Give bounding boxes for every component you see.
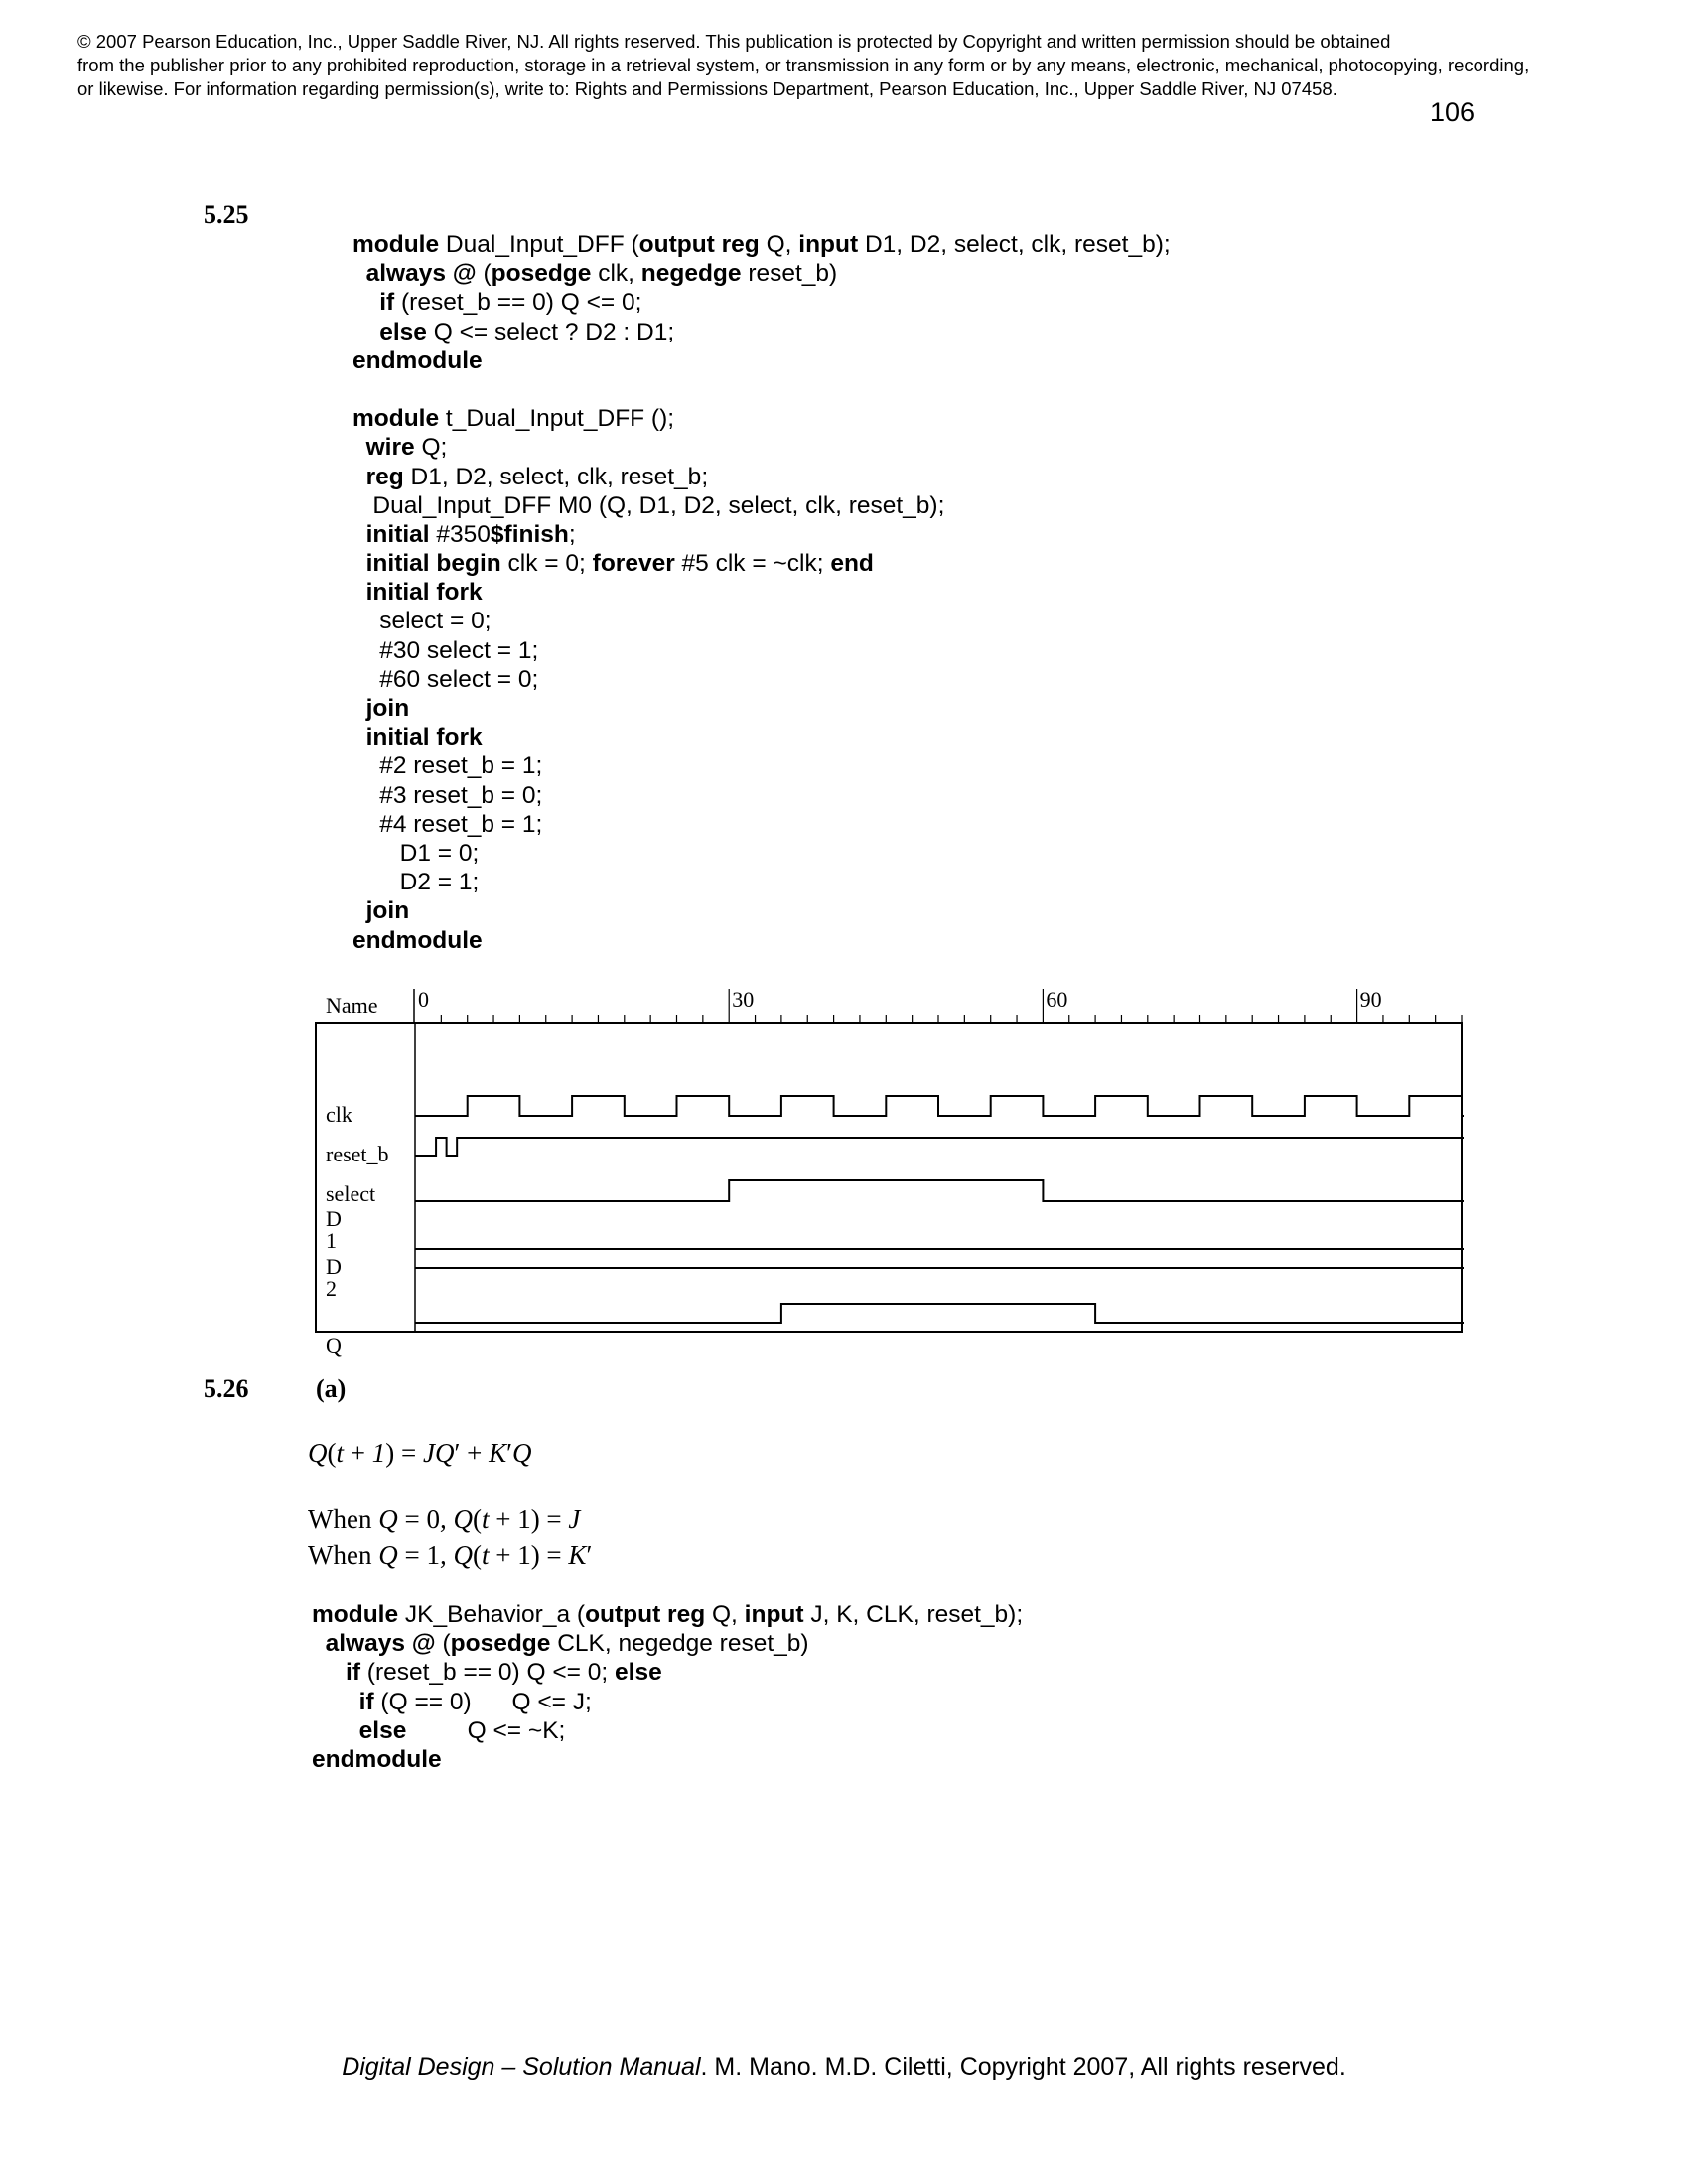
- code-line: [352, 375, 1171, 404]
- code-text: D1 = 0;: [352, 839, 480, 867]
- code-text: D1, D2, select, clk, reset_b);: [858, 231, 1171, 258]
- code-keyword: wire: [352, 434, 415, 462]
- code-line: [352, 549, 1171, 578]
- code-line: [352, 288, 1171, 317]
- code-text: #4 reset_b = 1;: [352, 810, 543, 838]
- code-line: [352, 607, 1171, 635]
- math-variable: , Q: [439, 1540, 473, 1570]
- code-line: [352, 578, 1171, 607]
- signal-label-d1: 1: [326, 1228, 337, 1253]
- code-text: select = 0;: [352, 608, 492, 635]
- code-line: [352, 230, 1171, 259]
- math-text: + 1) =: [489, 1540, 569, 1570]
- code-line: [352, 896, 1171, 925]
- code-keyword: module: [312, 1601, 399, 1628]
- code-text: #2 reset_b = 1;: [352, 752, 543, 780]
- math-text: = 0: [397, 1504, 440, 1534]
- time-tick-label: 0: [418, 987, 429, 1012]
- math-text: ) =: [385, 1438, 423, 1468]
- code-keyword: initial begin: [352, 550, 501, 578]
- code-text: D1, D2, select, clk, reset_b;: [403, 463, 709, 490]
- code-line: [312, 1600, 1023, 1629]
- code-line: [352, 781, 1171, 810]
- code-text: (: [476, 260, 492, 288]
- math-text: (: [327, 1438, 337, 1468]
- code-line: [352, 520, 1171, 549]
- code-keyword: initial fork: [352, 724, 483, 751]
- code-text: Q <= select ? D2 : D1;: [426, 318, 675, 345]
- page-footer: [0, 2053, 1688, 2082]
- math-variable: J: [568, 1504, 581, 1534]
- code-keyword: posedge: [491, 260, 592, 288]
- code-line: [312, 1629, 1023, 1658]
- code-keyword: input: [744, 1601, 804, 1628]
- code-line: [352, 839, 1171, 868]
- signal-label-d2: D: [326, 1254, 342, 1279]
- code-line: [352, 259, 1171, 288]
- signal-label-clk: clk: [326, 1102, 352, 1127]
- code-text: clk = 0;: [500, 550, 593, 578]
- timing-diagram: [308, 985, 1499, 1382]
- code-keyword: else: [352, 318, 427, 345]
- code-keyword: endmodule: [352, 926, 483, 954]
- code-text: #30 select = 1;: [352, 636, 539, 664]
- code-keyword: endmodule: [352, 346, 483, 374]
- code-keyword: end: [830, 550, 874, 578]
- math-variable: Q: [512, 1438, 532, 1468]
- copyright-notice: [77, 30, 1626, 101]
- math-text: ′: [506, 1438, 513, 1468]
- code-keyword: else: [312, 1716, 407, 1744]
- page-number: 106: [1430, 97, 1476, 127]
- code-text: #60 select = 0;: [352, 665, 539, 693]
- signal-waveforms: [415, 1096, 1464, 1323]
- signal-label-reset-b: reset_b: [326, 1142, 389, 1166]
- code-line: [352, 404, 1171, 433]
- code-line: [352, 723, 1171, 751]
- code-text: D2 = 1;: [352, 869, 480, 896]
- math-text: +: [344, 1438, 372, 1468]
- code-text: Dual_Input_DFF (: [439, 231, 639, 258]
- code-keyword: forever: [592, 550, 675, 578]
- code-line: [352, 868, 1171, 896]
- code-text: (: [435, 1630, 451, 1658]
- section-number-5-26: 5.26: [204, 1374, 249, 1403]
- code-keyword: output reg: [638, 231, 760, 258]
- code-line: [352, 665, 1171, 694]
- code-text: #3 reset_b = 0;: [352, 781, 543, 809]
- code-line: [352, 810, 1171, 839]
- math-variable: t: [481, 1540, 490, 1570]
- code-line: [352, 751, 1171, 780]
- time-ticks: [418, 987, 1462, 1023]
- code-line: [312, 1688, 1023, 1716]
- signal-labels: [326, 1102, 389, 1358]
- math-variable: K: [489, 1438, 507, 1468]
- code-text: CLK, negedge reset_b): [550, 1630, 809, 1658]
- code-line: [312, 1745, 1023, 1774]
- code-text: t_Dual_Input_DFF ();: [439, 405, 675, 433]
- code-text: J, K, CLK, reset_b);: [803, 1601, 1024, 1628]
- math-text: When: [308, 1540, 379, 1570]
- code-keyword: else: [615, 1659, 662, 1687]
- signal-label-d2: 2: [326, 1276, 337, 1300]
- code-line: [352, 694, 1171, 723]
- footer-credits: . M. Mano. M.D. Ciletti, Copyright 2007, All rights reserved.: [700, 2053, 1346, 2081]
- math-text: + 1) =: [489, 1504, 569, 1534]
- code-keyword: posedge: [450, 1630, 551, 1658]
- code-keyword: input: [798, 231, 859, 258]
- math-variable: Q: [308, 1438, 328, 1468]
- math-text: When: [308, 1504, 379, 1534]
- math-variable: K: [568, 1540, 587, 1570]
- math-variable: Q: [378, 1504, 398, 1534]
- math-variable: t: [336, 1438, 345, 1468]
- name-column-header: Name: [326, 993, 378, 1018]
- time-tick-label: 60: [1046, 987, 1068, 1012]
- time-tick-label: 90: [1359, 987, 1382, 1012]
- code-keyword: initial fork: [352, 579, 483, 607]
- copyright-line-1: © 2007 Pearson Education, Inc., Upper Saddle River, NJ. All rights reserved. This publication is protected by Copyright and written permission should be obtained: [77, 31, 1391, 52]
- math-variable: Q: [378, 1540, 398, 1570]
- math-text: = 1: [397, 1540, 440, 1570]
- code-text: Q,: [705, 1601, 745, 1628]
- code-text: Q <= ~K;: [406, 1716, 566, 1744]
- section-number-5-25: 5.25: [204, 201, 249, 229]
- code-keyword: if: [352, 289, 395, 317]
- code-keyword: module: [352, 405, 440, 433]
- code-text: (reset_b == 0) Q <= 0;: [394, 289, 642, 317]
- code-text: #350: [429, 520, 491, 548]
- copyright-line-2: from the publisher prior to any prohibited reproduction, storage in a retrieval system, or transmission in any form or by any means, electronic, mechanical, photocopying, recording,: [77, 55, 1530, 75]
- signal-label-d1: D: [326, 1206, 342, 1231]
- code-keyword: reg: [352, 463, 404, 490]
- code-line: [352, 433, 1171, 462]
- waveform-reset-b: [415, 1138, 1464, 1156]
- math-variable: , Q: [439, 1504, 473, 1534]
- code-keyword: if: [312, 1688, 374, 1715]
- waveform-clk: [415, 1096, 1464, 1116]
- code-line: [312, 1716, 1023, 1745]
- code-keyword: join: [352, 695, 410, 722]
- math-variable: 1: [371, 1438, 386, 1468]
- code-listing-5-26a: [312, 1600, 1023, 1774]
- code-listing-5-25: [352, 230, 1171, 955]
- copyright-line-3: or likewise. For information regarding permission(s), write to: Rights and Permissions Department, Pearson Education, Inc., Upper Saddle River, NJ 07458.: [77, 78, 1337, 99]
- math-text: (: [472, 1504, 482, 1534]
- time-tick-label: 30: [732, 987, 755, 1012]
- code-keyword: initial: [352, 520, 430, 548]
- code-keyword: join: [352, 897, 410, 925]
- code-line: [352, 491, 1171, 520]
- code-line: [352, 346, 1171, 375]
- math-text: (: [472, 1540, 482, 1570]
- waveform-select: [415, 1180, 1464, 1201]
- part-label-a: (a): [316, 1374, 347, 1403]
- code-text: Q;: [414, 434, 448, 462]
- math-variable: t: [481, 1504, 490, 1534]
- code-text: Dual_Input_DFF M0 (Q, D1, D2, select, clk, reset_b);: [352, 491, 945, 519]
- when-q-1: [308, 1537, 592, 1572]
- jk-characteristic-equation: [308, 1435, 532, 1471]
- code-line: [352, 318, 1171, 346]
- code-line: [352, 926, 1171, 955]
- math-text: ′ +: [454, 1438, 490, 1468]
- code-text: clk,: [591, 260, 641, 288]
- code-text: (reset_b == 0) Q <= 0;: [360, 1659, 616, 1687]
- waveform-frame: [316, 1023, 1462, 1332]
- code-line: [312, 1658, 1023, 1687]
- signal-label-q: Q: [326, 1333, 342, 1358]
- code-keyword: module: [352, 231, 440, 258]
- code-text: JK_Behavior_a (: [398, 1601, 586, 1628]
- code-text: reset_b): [741, 260, 838, 288]
- waveform-q: [415, 1304, 1464, 1323]
- code-keyword: output reg: [585, 1601, 706, 1628]
- math-variable: JQ: [422, 1438, 455, 1468]
- code-text: ;: [568, 520, 576, 548]
- code-keyword: $finish: [490, 520, 569, 548]
- signal-label-select: select: [326, 1181, 376, 1206]
- code-text: (Q == 0) Q <= J;: [373, 1688, 592, 1715]
- code-keyword: negedge: [640, 260, 742, 288]
- code-keyword: endmodule: [312, 1745, 442, 1773]
- code-keyword: always @: [312, 1630, 436, 1658]
- code-text: Q,: [759, 231, 799, 258]
- footer-book-title: Digital Design – Solution Manual: [342, 2053, 701, 2081]
- math-text: ′: [586, 1540, 593, 1570]
- code-text: #5 clk = ~clk;: [674, 550, 831, 578]
- code-keyword: if: [312, 1659, 360, 1687]
- code-line: [352, 636, 1171, 665]
- code-keyword: always @: [352, 260, 477, 288]
- when-q-0: [308, 1501, 580, 1537]
- code-line: [352, 463, 1171, 491]
